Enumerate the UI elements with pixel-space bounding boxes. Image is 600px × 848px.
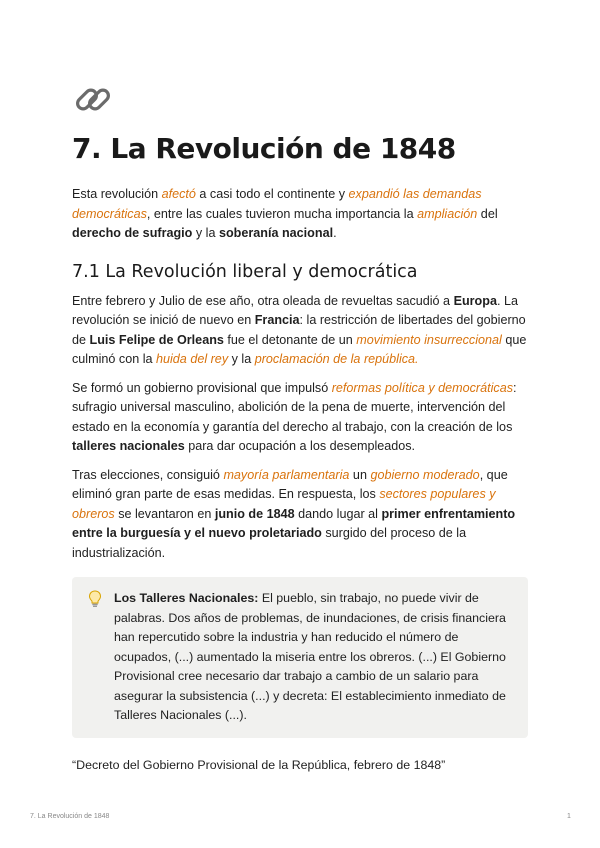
highlight: proclamación de la república. [254,352,419,366]
text: Entre febrero y Julio de ese año, otra oleada de revueltas sacudió a [72,293,454,308]
callout-box [72,577,528,738]
callout-body: El pueblo, sin trabajo, no puede vivir de palabras. Dos años de problemas, de inundaciones, de crisis financiera han repercutido sobre la industria y han reducido el número de ocupados, (...) aumentado la miseria entre los obreros. (...) El Gobierno Provisional cree necesario dar trabajo a cambio de un salario para asegurar la subsistencia (...) y decreta: El establecimiento inmediato de Talleres Nacionales (...). [114,591,506,722]
source-quote: “Decreto del Gobierno Provisional de la República, febrero de 1848” [72,757,446,772]
text: un [349,467,371,482]
bold-text: soberanía nacional [218,226,334,240]
intro-paragraph [72,185,528,244]
footer-title: 7. La Revolución de 1848 [30,813,110,820]
text: Esta revolución [72,187,162,201]
highlight: reformas política y democráticas [331,380,514,395]
highlight: ampliación [417,206,478,221]
bold-text: derecho de sufragio [72,226,193,240]
paragraph-3 [72,466,528,564]
highlight: huida del rey [156,352,229,366]
text: dando lugar al [294,506,382,521]
lightbulb-icon [88,589,114,726]
bold-text: Luis Felipe de Orleans [89,332,224,347]
text: del [477,206,498,221]
highlight: sectores populares y obreros [72,487,496,521]
text: Se formó un gobierno provisional que impulsó [72,380,332,395]
text: : la restricción de libertades del gobierno de [72,313,526,347]
text: Tras elecciones, consiguió [72,467,224,482]
text: y la [192,226,219,240]
text: y la [228,352,255,366]
link-icon [72,78,528,126]
bold-text: junio de 1848 [214,506,295,521]
highlight: expandió las demandas democráticas [72,187,482,221]
callout-label: Los Talleres Nacionales: [114,591,259,605]
section-heading: 7.1 La Revolución liberal y democrática [72,261,418,282]
paragraph-1 [72,292,528,370]
highlight: afectó [161,187,196,201]
bold-text: Francia [254,313,300,327]
bold-text: talleres nacionales [72,439,185,453]
callout-text [114,589,512,726]
paragraph-2 [72,379,528,457]
bold-text: Europa [453,293,497,308]
text: a casi todo el continente y [195,187,349,201]
text: fue el detonante de un [223,332,357,347]
link-icon-svg [72,78,114,120]
text: , entre las cuales tuvieron mucha importancia la [146,206,418,221]
page-title: 7. La Revolución de 1848 [72,132,456,165]
text: . [333,226,337,240]
highlight: gobierno moderado [370,467,480,482]
lightbulb-icon-svg [88,590,102,608]
page-number: 1 [567,813,571,820]
bold-text: primer enfrentamiento entre la burguesía y el nuevo proletariado [72,506,516,540]
text: para dar ocupación a los desempleados. [184,439,416,453]
text: : sufragio universal masculino, abolición de la pena de muerte, intervención del estado en la economía y garantía del derecho al trabajo, con la creación de los [72,380,517,434]
text: que culminó con la [72,332,527,366]
highlight: mayoría parlamentaria [223,467,350,482]
text: . La revolución se inició de nuevo en [72,293,518,327]
text: , que eliminó gran parte de esas medidas. En respuesta, los [72,467,508,501]
text: surgido del proceso de la industrialización. [72,526,467,560]
highlight: movimiento insurreccional [356,332,502,347]
page-content [72,78,528,775]
text: se levantaron en [114,506,215,521]
